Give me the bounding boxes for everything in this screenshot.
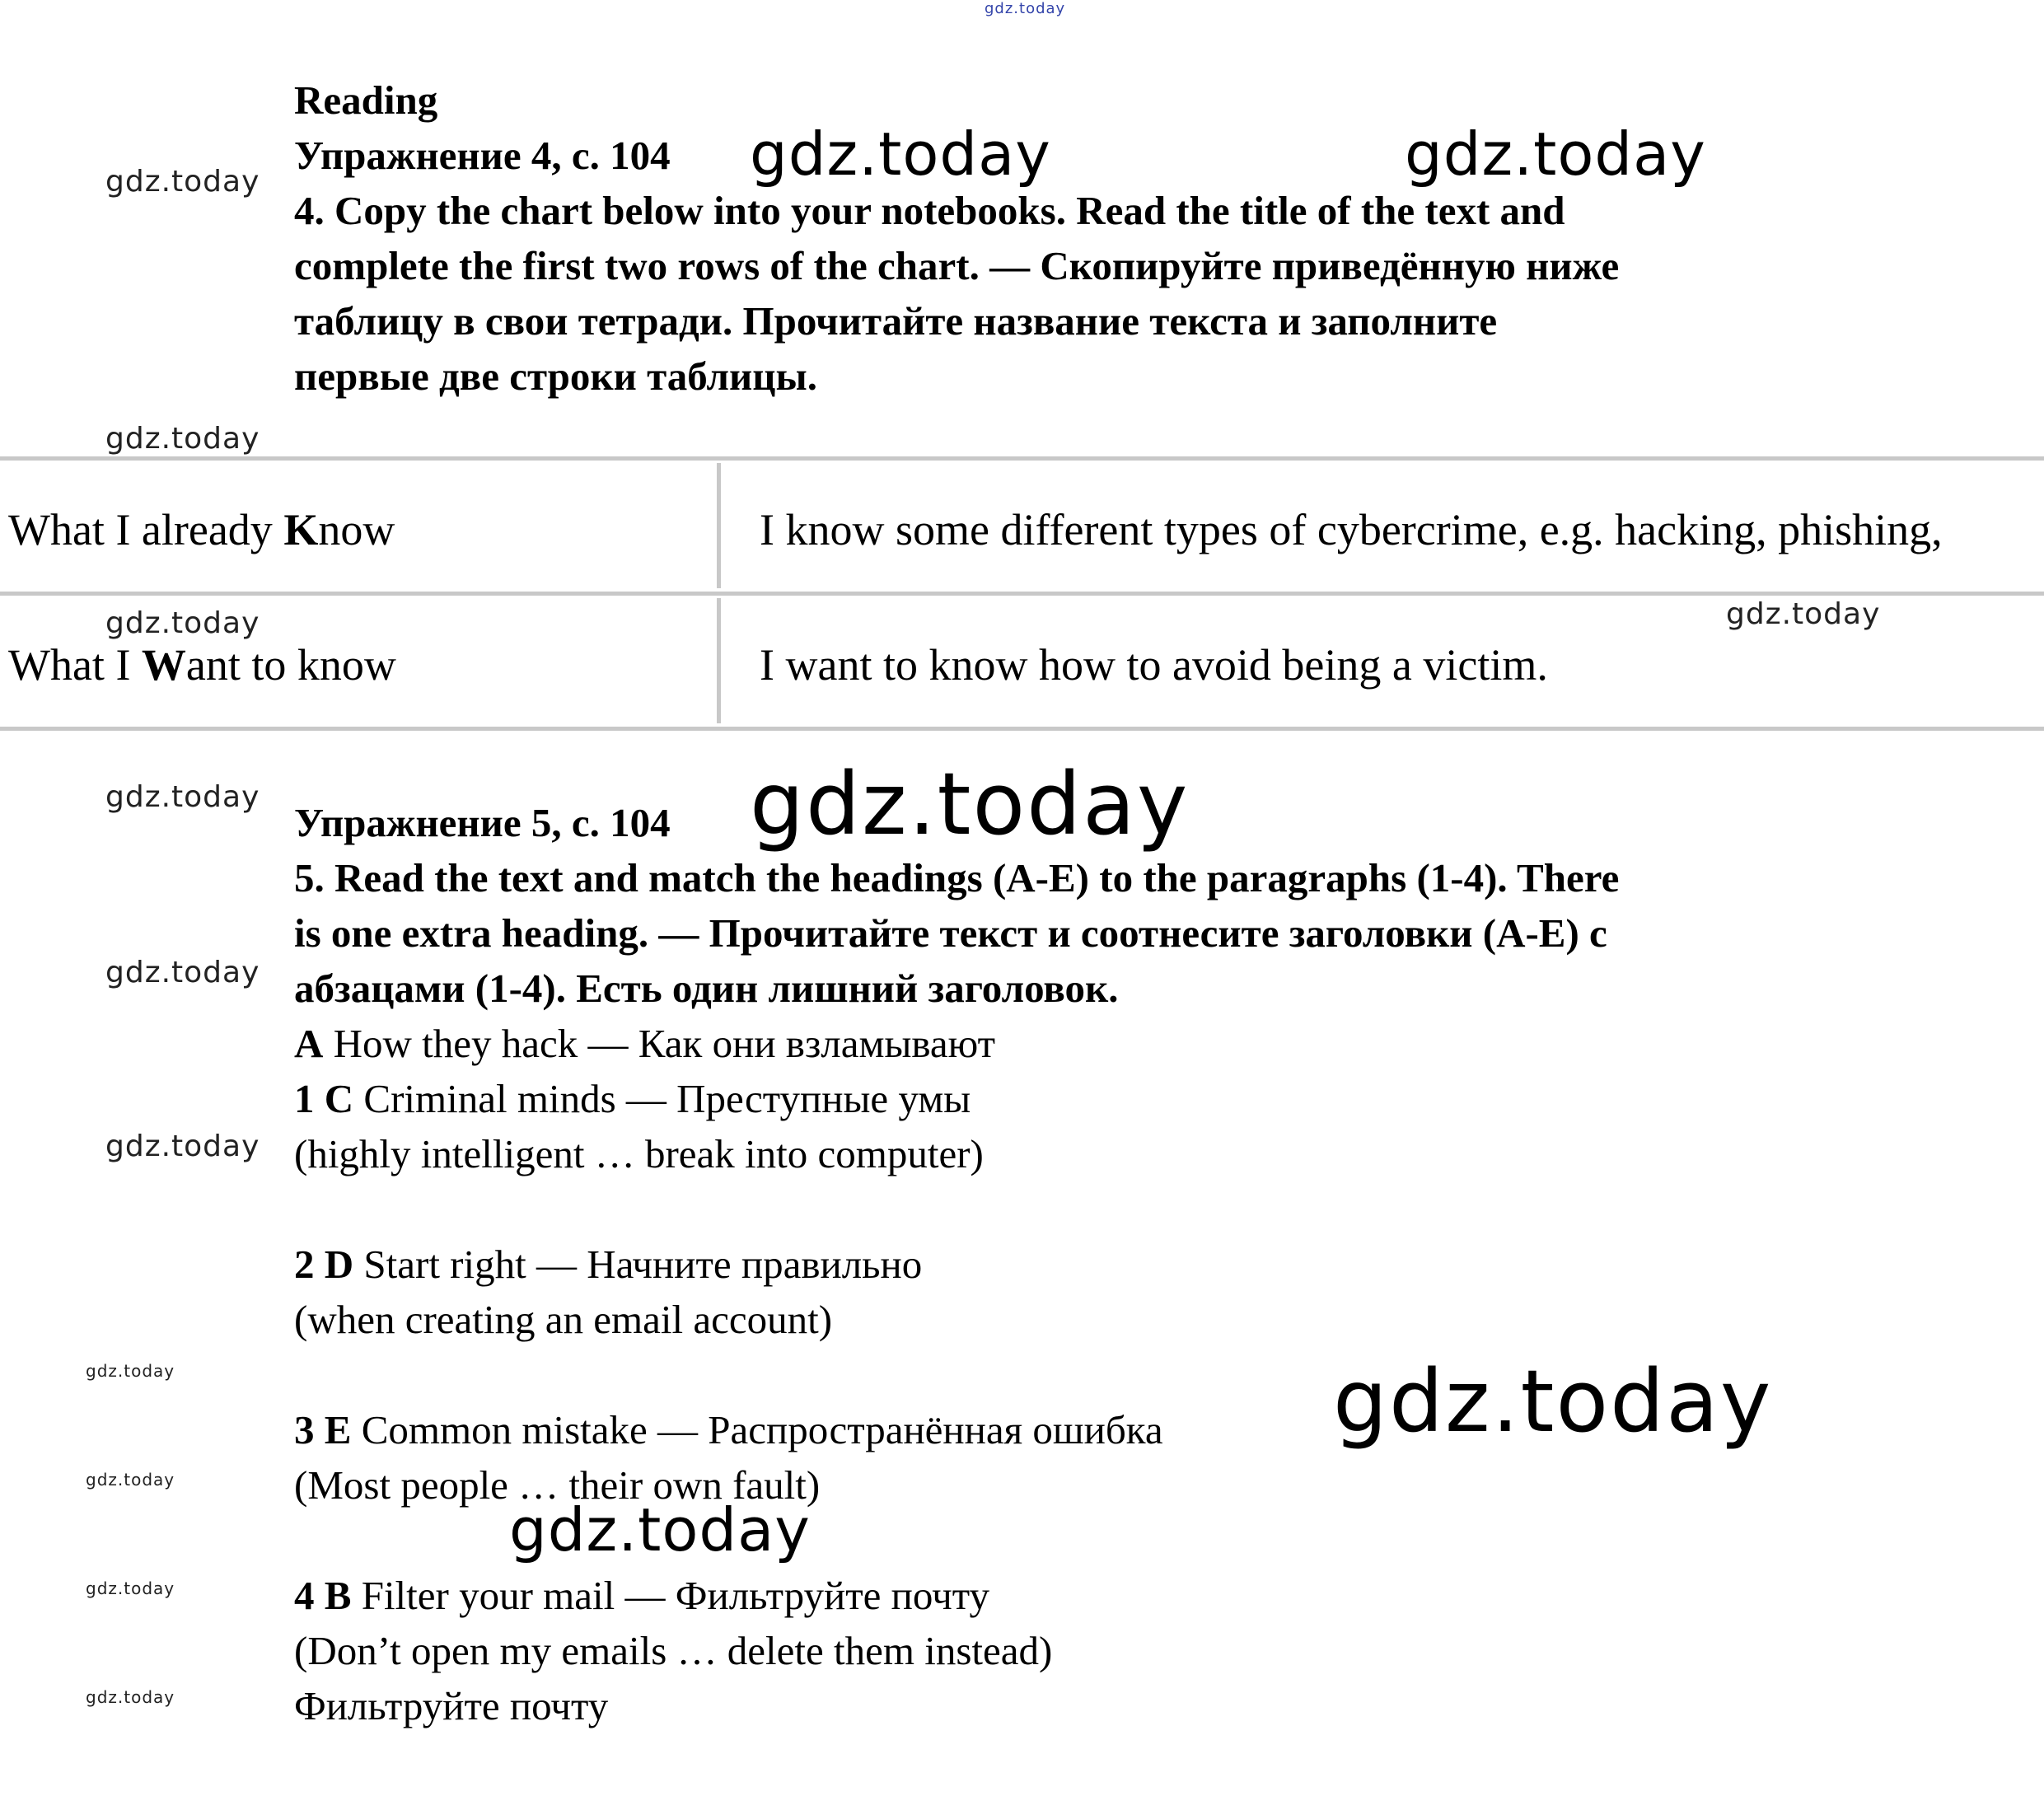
answer-3-note: (Most people … their own fault)	[294, 1462, 821, 1508]
answer-4-title: 4 B Filter your mail — Фильтруйте почту	[294, 1573, 989, 1618]
watermark: gdz.today	[86, 1470, 175, 1490]
exercise-4-heading: Упражнение 4, с. 104	[294, 133, 671, 178]
answer-2-title: 2 D Start right — Начните правильно	[294, 1242, 923, 1287]
watermark: gdz.today	[105, 956, 260, 989]
row-value: I want to know how to avoid being a victim.	[760, 640, 1548, 690]
exercise-5-heading: Упражнение 5, с. 104	[294, 800, 671, 845]
watermark: gdz.today	[105, 1130, 260, 1163]
row-label: What I already Know	[8, 505, 395, 554]
footer-text: Фильтруйте почту	[294, 1683, 609, 1728]
column-divider	[717, 598, 721, 723]
table-row	[0, 456, 2044, 592]
row-value: I know some different types of cybercrime, e.g. hacking, phishing,	[760, 505, 1943, 554]
column-divider	[717, 463, 721, 588]
section-title: Reading	[294, 77, 438, 123]
watermark: gdz.today	[105, 165, 260, 199]
watermark-top: gdz.today	[985, 0, 1066, 17]
answer-1-note: (highly intelligent … break into computer)	[294, 1131, 984, 1176]
watermark: gdz.today	[750, 754, 1190, 854]
exercise-5-task-line: абзацами (1-4). Есть один лишний заголовок.	[294, 966, 1119, 1011]
exercise-5-task-line: is one extra heading. — Прочитайте текст и соотнесите заголовки (A-E) с	[294, 910, 1607, 956]
watermark: gdz.today	[1726, 597, 1881, 631]
watermark: gdz.today	[750, 119, 1051, 189]
watermark: gdz.today	[1333, 1351, 1773, 1452]
exercise-4-task-line: таблицу в свои тетради. Прочитайте название текста и заполните	[294, 298, 1498, 344]
watermark: gdz.today	[105, 780, 260, 814]
answer-2-note: (when creating an email account)	[294, 1297, 833, 1342]
watermark: gdz.today	[86, 1579, 175, 1598]
watermark: gdz.today	[86, 1361, 175, 1381]
table-border	[0, 727, 2044, 731]
exercise-5-task-line: 5. Read the text and match the headings (A-E) to the paragraphs (1-4). There	[294, 855, 1620, 900]
answer-1-title: 1 C Criminal minds — Преступные умы	[294, 1076, 971, 1121]
kwl-chart	[0, 456, 2044, 727]
exercise-4-task-line: complete the first two rows of the chart. — Скопируйте приведённую ниже	[294, 243, 1620, 288]
extra-heading: A How they hack — Как они взламывают	[294, 1021, 996, 1066]
watermark: gdz.today	[105, 422, 260, 456]
answer-4-note: (Don’t open my emails … delete them instead)	[294, 1628, 1053, 1673]
watermark: gdz.today	[86, 1687, 175, 1707]
watermark: gdz.today	[1405, 119, 1706, 189]
row-label: What I Want to know	[8, 640, 396, 690]
exercise-4-task-line: 4. Copy the chart below into your notebooks. Read the title of the text and	[294, 188, 1565, 233]
exercise-4-task-line: первые две строки таблицы.	[294, 353, 817, 399]
answer-3-title: 3 E Common mistake — Распространённая ошибка	[294, 1407, 1163, 1452]
watermark: gdz.today	[509, 1495, 811, 1564]
watermark: gdz.today	[105, 606, 260, 640]
table-row	[0, 592, 2044, 727]
